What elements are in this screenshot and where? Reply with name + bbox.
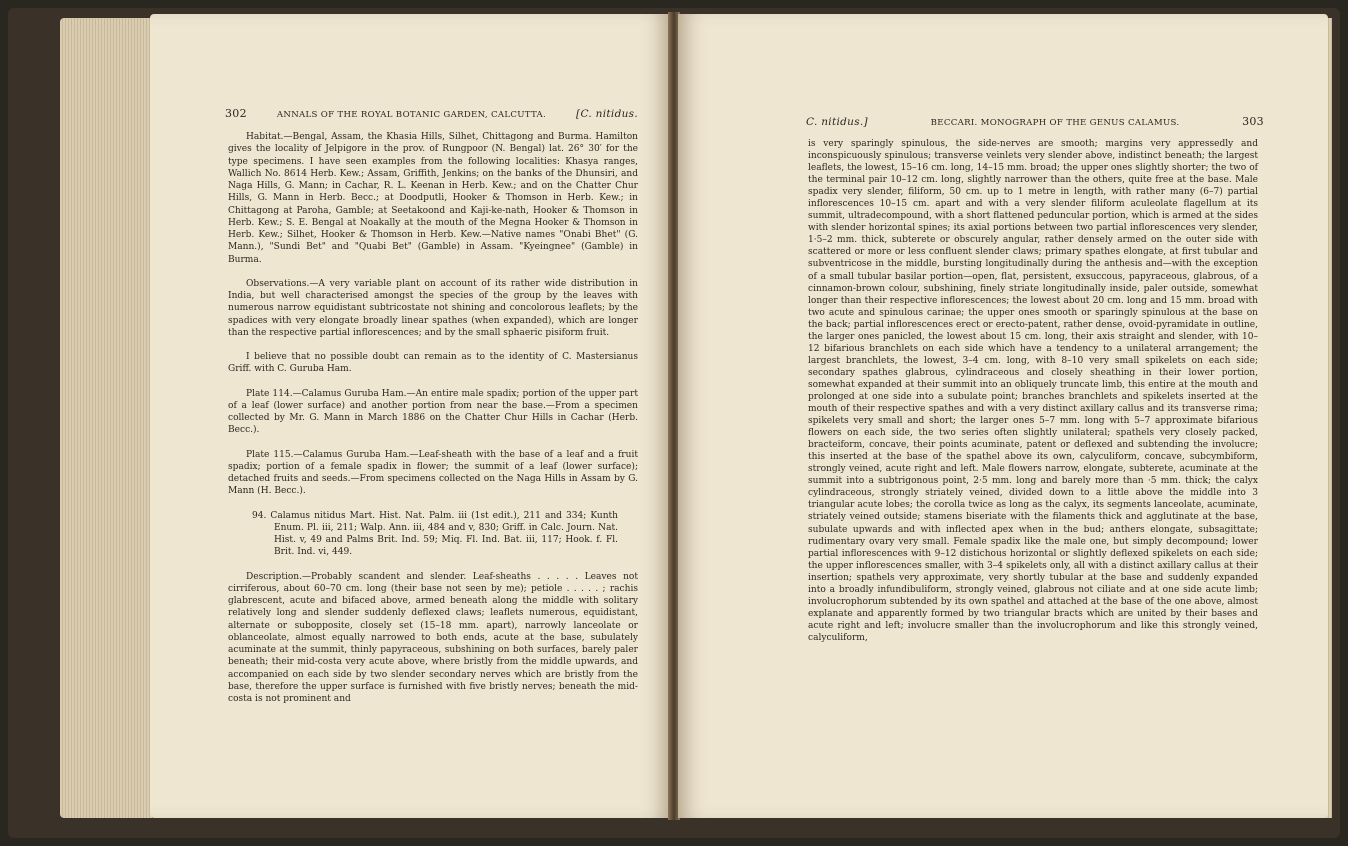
- right-running-head: [806, 115, 1264, 128]
- left-page: [150, 14, 670, 818]
- paragraph-plate-114: Plate 114.—Calamus Guruba Ham.—An entire male spadix; portion of the upper part of a leaf (lower surface) and another portion from near the base.—From a specimen collected by Mr. G. Mann in March 1886 on the Chatter Chur Hills in Cachar (Herb. Becc.).: [228, 388, 638, 436]
- left-running-head: [225, 107, 638, 120]
- paragraph-habitat: Habitat.—Bengal, Assam, the Khasia Hills, Silhet, Chittagong and Burma. Hamilton gives the locality of Jelpigore in the prov. of Rungpoor (N. Bengal) lat. 26° 30′ for the type specimens. I have seen examples from the following localities: Khasya ranges, Wallich No. 8614 Herb. Kew.; Assam, Griffith, Jenkins; on the banks of the Dhunsiri, and Naga Hills, G. Mann; in Cachar, R. L. Keenan in Herb. Kew.; and on the Chatter Chur Hills, G. Mann in Herb. Becc.; at Doodputli, Hooker & Thomson in Herb. Kew.; in Chittagong at Paroha, Gamble; at Seetakoond and Kaji-ke-nath, Hooker & Thomson in Herb. Kew.; S. E. Bengal at Noakally at the mouth of the Megna Hooker & Thomson in Herb. Kew.; Silhet, Hooker & Thomson in Herb. Kew.—Native names "Onabi Bhet" (G. Mann.), "Sundi Bet" and "Quabi Bet" (Gamble) in Assam. "Kyeingnee" (Gamble) in Burma.: [228, 132, 638, 265]
- paragraph-species-citation: 94. Calamus nitidus Mart. Hist. Nat. Palm. iii (1st edit.), 211 and 334; Kunth Enum. Pl. iii, 211; Walp. Ann. iii, 484 and v, 830; Griff. in Calc. Journ. Nat. Hist. v, 49 and Palms Brit. Ind. 59; Miq. Fl. Ind. Bat. iii, 117; Hook. f. Fl. Brit. Ind. vi, 449.: [252, 510, 618, 558]
- paragraph-observations: Observations.—A very variable plant on account of its rather wide distribution in India, but well characterised amongst the species of the group by the leaves with numerous narrow equidistant subtricostate not shining and concolorous leaflets; by the spadices with very elongate broadly linear spathes (when expanded), which are longer than the respective partial inflorescences; and by the small sphaeric pisiform fruit.: [228, 278, 638, 338]
- right-page-number: 303: [1242, 115, 1264, 128]
- right-running-title: BECCARI. MONOGRAPH OF THE GENUS CALAMUS.: [930, 118, 1180, 128]
- left-running-title: ANNALS OF THE ROYAL BOTANIC GARDEN, CALCUTTA.: [276, 110, 547, 120]
- right-page: [678, 14, 1328, 818]
- left-short-title: [C. nitidus.: [576, 108, 638, 120]
- left-page-text: [228, 131, 638, 717]
- left-page-number: 302: [225, 107, 247, 120]
- right-page-text: [808, 138, 1258, 656]
- paragraph-description: Description.—Probably scandent and slender. Leaf-sheaths . . . . . Leaves not cirriferous, about 60–70 cm. long (their base not seen by me); petiole . . . . . ; rachis glabrescent, acute and bifaced above, armed beneath along the middle with solitary relatively long and slender suddenly deflexed claws; leaflets numerous, equidistant, alternate or subopposite, closely set (15–18 mm. apart), narrowly lanceolate or oblanceolate, almost equally narrowed to both ends, acute at the base, subulately acuminate at the summit, thinly papyraceous, subshining on both surfaces, barely paler beneath; their mid-costa very acute above, where bristly from the middle upwards, and accompanied on each side by two slender secondary nerves which are bristly from the base, therefore the upper surface is furnished with five bristly nerves; beneath the mid-costa is not prominent and: [228, 571, 638, 704]
- paragraph-description-continued: is very sparingly spinulous, the side-nerves are smooth; margins very appressedly and inconspicuously spinulous; transverse veinlets very slender above, indistinct beneath; the largest leaflets, the lowest, 15–16 cm. long, 14–15 mm. broad; the upper ones slightly shorter; the two of the terminal pair 10–12 cm. long, slightly narrower than the others, quite free at the base. Male spadix very slender, filiform, 50 cm. up to 1 metre in length, with rather many (6–7) partial inflorescences 10–15 cm. apart and with a very slender filiform aculeolate flagellum at its summit, ultradecompound, with a short flattened peduncular portion, which is armed at the sides with slender horizontal spines; its axial portions between two partial inflorescences very slender, 1·5–2 mm. thick, subterete or obscurely angular, rather densely armed on the outer side with scattered or more or less confluent slender claws; primary spathes elongate, at first tubular and subventricose in the middle, bursting longitudinally during the anthesis and—with the exception of a small tubular basilar portion—open, flat, persistent, exsuccous, papyraceous, glabrous, of a cinnamon-brown colour, subshining, finely striate longitudinally inside, paler outside, somewhat longer than their respective inflorescences; the lowest about 20 cm. long and 15 mm. broad with two acute and spinulous carinae; the upper ones smooth or sparingly spinulous at the base on the back; partial inflorescences erect or erecto-patent, rather dense, ovoid-pyramidate in outline, the larger ones panicled, the lowest about 15 cm. long, their axis straight and slender, with 10–12 bifarious branchlets on each side which have a tendency to a unilateral arrangement; the largest branchlets, the lowest, 3–4 cm. long, with 8–10 very small spikelets on each side; secondary spathes glabrous, cylindraceous and closely sheathing in their lower portion, somewhat expanded at their summit into an obliquely truncate limb, this entire at the mouth and prolonged at one side into a subulate point; branches branchlets and spikelets inserted at the mouth of their respective spathes and with a very distinct axillary callus and its transverse rima; spikelets very small and short; the larger ones 5–7 mm. long with 5–7 approximate bifarious flowers on each side, the two series often slightly unilateral; spathels very closely packed, bracteiform, concave, their points acuminate, patent or deflexed and subtending the involucre; this inserted at the base of the spathel above its own, calyculiform, concave, subcymbiform, strongly veined, acute right and left. Male flowers narrow, elongate, subterete, acuminate at the summit into a subtrigonous point, 2·5 mm. long and barely more than ·5 mm. thick; the calyx cylindraceous, strongly striately veined, divided down to a little above the middle into 3 triangular acute lobes; the corolla twice as long as the calyx, its segments lanceolate, acuminate, striately veined outside; stamens biseriate with the filaments thick and agglutinate at the base, subulate upwards and with inflected apex when in the bud; anthers elongate, subsagittate; rudimentary ovary very small. Female spadix like the male one, but simply decompound; lower partial inflorescences with 9–12 distichous horizontal or slightly deflexed spikelets on each side; the upper inflorescences smaller, with 3–4 spikelets only, all with a distinct axillary callus at their insertion; spathels very approximate, very shortly tubular at the base and suddenly expanded into a broadly infundibuliform, strongly veined, glabrous not ciliate and at one side acute limb; involucrophorum subtended by its own spathel and attached at the base of the one above, almost explanate and apparently formed by two triangular bracts which are united by their bases and acute right and left; involucre smaller than the involucrophorum and like this strongly veined, calyculiform,: [808, 139, 1258, 643]
- paragraph-plate-115: Plate 115.—Calamus Guruba Ham.—Leaf-sheath with the base of a leaf and a fruit spadix; portion of a female spadix in flower; the summit of a leaf (lower surface); detached fruits and seeds.—From specimens collected on the Naga Hills in Assam by G. Mann (H. Becc.).: [228, 449, 638, 497]
- paragraph-identity: I believe that no possible doubt can remain as to the identity of C. Mastersianus Griff. with C. Guruba Ham.: [228, 352, 638, 375]
- right-short-title: C. nitidus.]: [806, 116, 868, 128]
- page-edges-left: [60, 18, 152, 818]
